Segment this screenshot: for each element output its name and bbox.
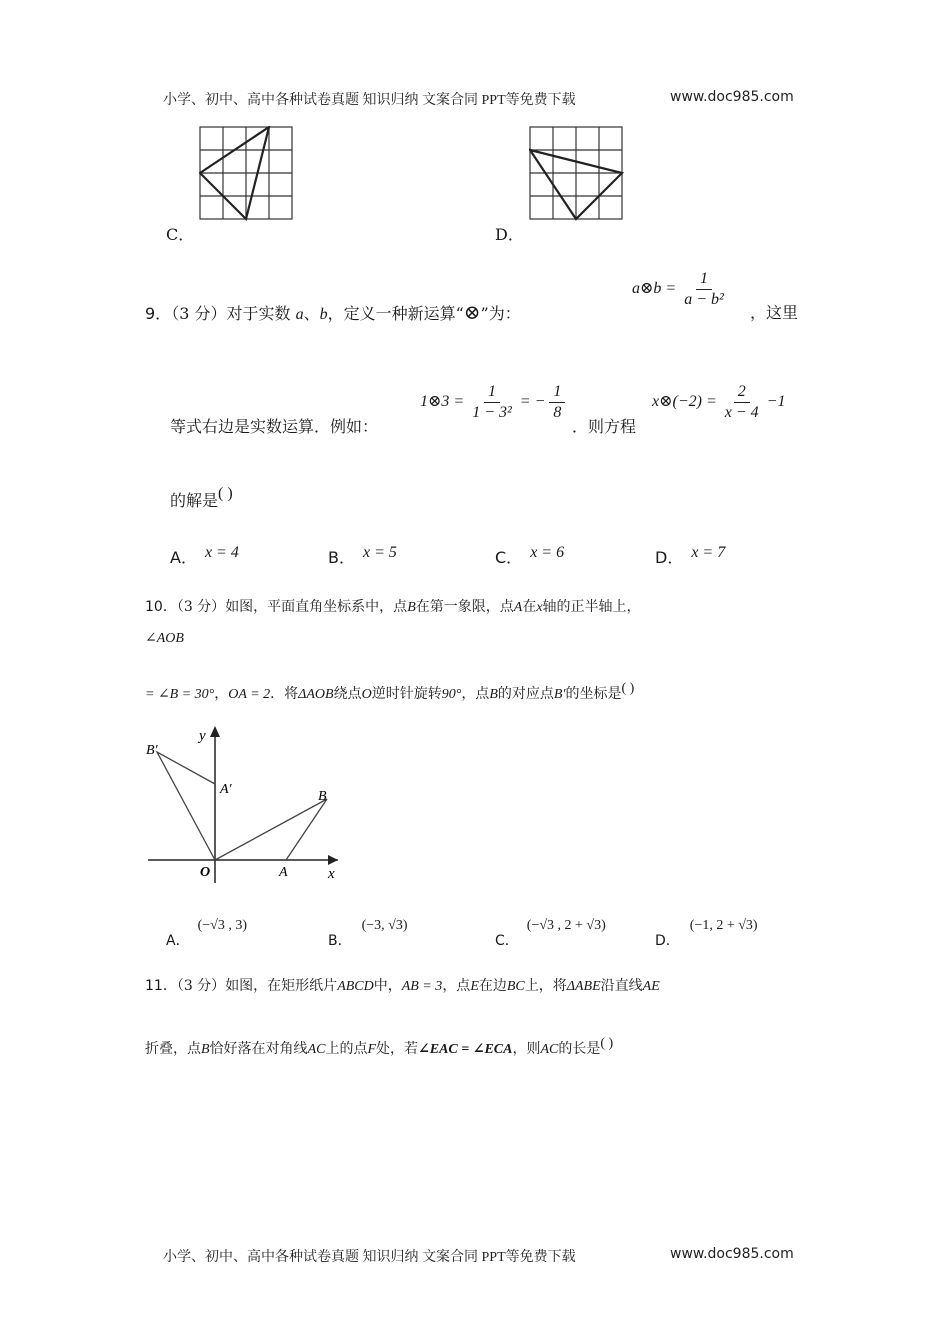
- q10-line1: [145, 596, 641, 616]
- q9-text4: ，这里: [750, 303, 799, 322]
- label-b-prime: B′: [146, 743, 158, 758]
- q9-sep: 、: [303, 304, 320, 323]
- q11-text2: 中，: [373, 978, 402, 994]
- q9-eq-den: x − 4: [724, 403, 759, 421]
- triangle-aob: [215, 799, 327, 860]
- q10-pt-o: O: [361, 687, 372, 702]
- q9-option-c-label: C．: [495, 548, 523, 567]
- footer-url-link[interactable]: www.doc985.com: [670, 1246, 794, 1262]
- q10-option-b[interactable]: [328, 918, 408, 950]
- label-a: A: [279, 865, 288, 880]
- option-c-label[interactable]: C．: [166, 225, 195, 244]
- q9-eq-tail: −1: [766, 392, 786, 410]
- q10-line3-h: 的坐标是: [565, 686, 622, 702]
- q9-line2-end: ．则方程: [572, 417, 637, 436]
- q10-line3-b: ，: [214, 686, 229, 702]
- q10-line3-a: = ∠B = 30°: [145, 687, 215, 702]
- q10-pt-b2: B: [489, 687, 498, 702]
- q10-line3: [145, 683, 634, 703]
- q9-line1: [145, 300, 521, 324]
- label-o: O: [200, 865, 211, 880]
- q9-text3: ”为：: [480, 304, 521, 323]
- q11-number: 11．: [145, 978, 177, 994]
- q10-text1: 如图，平面直角坐标系中，点: [225, 599, 408, 615]
- triangle-a-prime-o-b-prime: [157, 752, 215, 860]
- q11-bc: BC: [506, 979, 525, 994]
- q9-definition: [632, 270, 728, 308]
- q9-option-c-value: x = 6: [530, 544, 565, 561]
- q10-score: （3 分）: [176, 599, 226, 615]
- q9-option-d-value: x = 7: [691, 544, 726, 561]
- x-axis-arrow-icon: [328, 855, 338, 865]
- option-d-grid-figure: [529, 126, 624, 222]
- q9-def-num: 1: [696, 270, 712, 290]
- q9-line3-text: 的解是: [170, 491, 219, 510]
- q11-text5: 上，将: [524, 978, 567, 994]
- option-c-grid-figure: [199, 126, 294, 222]
- option-d-label[interactable]: D．: [495, 225, 524, 244]
- q11-pt-f: F: [367, 1042, 377, 1057]
- q11-pt-e: E: [470, 979, 479, 994]
- footer-left-text: 小学、初中、高中各种试卷真题 知识归纳 文案合同 PPT等免费下载: [163, 1250, 576, 1265]
- q9-text1: 对于实数: [226, 304, 291, 323]
- q11-line2-d: 处，若: [376, 1041, 419, 1057]
- q9-equation: [652, 383, 785, 421]
- q9-option-d[interactable]: [655, 545, 725, 568]
- q10-option-a-label: A．: [166, 933, 190, 949]
- q9-op-symbol: ⊗: [463, 300, 481, 324]
- q10-angle-aob: ∠AOB: [145, 631, 184, 646]
- q10-axis-x: x: [536, 600, 543, 615]
- q10-line3-e: 逆时针旋转: [371, 686, 442, 702]
- q9-eq-num: 2: [734, 383, 750, 403]
- label-y: y: [199, 728, 206, 744]
- q9-option-a[interactable]: [170, 545, 239, 568]
- q11-text6: 沿直线: [600, 978, 643, 994]
- q9-line3: [170, 485, 233, 511]
- q9-option-b[interactable]: [328, 545, 397, 568]
- label-x: x: [328, 866, 335, 882]
- q9-option-b-label: B．: [328, 548, 355, 567]
- q9-option-c[interactable]: [495, 545, 564, 568]
- q10-option-a[interactable]: [166, 918, 247, 950]
- q11-line2-f: 的长是: [558, 1041, 601, 1057]
- q10-option-b-value: (−3, √3): [361, 918, 408, 933]
- q11-text4: 在边: [478, 978, 507, 994]
- q10-line3-d: 绕点: [333, 686, 362, 702]
- q10-pt-b: B: [407, 600, 416, 615]
- q11-ae: AE: [642, 979, 660, 994]
- q10-text4: 轴的正半轴上，: [542, 599, 641, 615]
- q11-rect: ABCD: [337, 979, 374, 994]
- q10-option-c-label: C．: [495, 933, 519, 949]
- q9-ex-num2: 1: [549, 383, 565, 403]
- q10-pt-a: A: [513, 600, 523, 615]
- label-a-prime: A′: [220, 782, 232, 797]
- q10-answer-blank[interactable]: ( ): [621, 681, 635, 696]
- q10-pt-bp: B′: [553, 687, 566, 702]
- q9-def-den: a − b²: [684, 290, 724, 308]
- q9-option-a-label: A．: [170, 548, 197, 567]
- q10-text2: 在第一象限，点: [415, 599, 514, 615]
- q11-line2-a: 折叠，点: [145, 1041, 201, 1057]
- q10-oa: OA = 2: [228, 687, 271, 702]
- q9-ex-mid: = −: [519, 392, 546, 410]
- q11-line2-c: 上的点: [325, 1041, 368, 1057]
- q10-option-d[interactable]: [655, 918, 758, 950]
- q9-ex-den2: 8: [553, 403, 562, 421]
- q9-option-d-label: D．: [655, 548, 684, 567]
- q11-ac2: AC: [540, 1042, 559, 1057]
- q9-number: 9．: [145, 304, 172, 323]
- q10-tri: ΔAOB: [298, 687, 334, 702]
- q9-answer-blank[interactable]: ( ): [218, 485, 233, 502]
- q10-number: 10．: [145, 599, 177, 615]
- q11-line1: [145, 975, 660, 995]
- q9-var-a: a: [295, 306, 304, 323]
- q11-score: （3 分）: [176, 978, 226, 994]
- q9-eq-lhs: x⊗(−2) =: [652, 392, 717, 410]
- label-b: B: [318, 789, 327, 804]
- q11-pt-b: B: [201, 1042, 210, 1057]
- q10-line3-c: ．将: [270, 686, 299, 702]
- q9-option-b-value: x = 5: [362, 544, 397, 561]
- q11-tri: ΔABE: [566, 979, 601, 994]
- y-axis-arrow-icon: [210, 726, 220, 737]
- q9-score: （3 分）: [171, 304, 227, 323]
- q10-option-d-value: (−1, 2 + √3): [689, 918, 758, 933]
- q11-line2-e: ，则: [512, 1041, 541, 1057]
- header-left-text: 小学、初中、高中各种试卷真题 知识归纳 文案合同 PPT等免费下载: [163, 93, 576, 108]
- q10-coordinate-figure: [140, 718, 360, 888]
- header-url-link[interactable]: www.doc985.com: [670, 89, 794, 105]
- q10-deg: 90°: [441, 687, 462, 702]
- q10-option-b-label: B．: [328, 933, 352, 949]
- q10-option-d-label: D．: [655, 933, 680, 949]
- q11-text3: ，点: [442, 978, 471, 994]
- q9-def-lhs: a⊗b =: [632, 279, 677, 297]
- q10-text3: 在: [522, 599, 537, 615]
- q11-ab: AB = 3: [401, 979, 443, 994]
- q10-option-a-value: (−√3 , 3): [197, 918, 247, 933]
- q11-answer-blank[interactable]: ( ): [600, 1036, 614, 1051]
- q9-ex-num: 1: [484, 383, 500, 403]
- q9-ex-lhs: 1⊗3 =: [420, 392, 465, 410]
- q9-example: [420, 383, 565, 421]
- q11-text1: 如图，在矩形纸片: [225, 978, 338, 994]
- q10-line3-g: 的对应点: [497, 686, 554, 702]
- q9-option-a-value: x = 4: [204, 544, 239, 561]
- q11-angle-eq: ∠EAC = ∠ECA: [418, 1042, 513, 1057]
- q9-var-b: b: [319, 306, 328, 323]
- q11-line2-b: 恰好落在对角线: [209, 1041, 308, 1057]
- q9-text2: ，定义一种新运算“: [327, 304, 464, 323]
- q10-line3-f: ，点: [461, 686, 490, 702]
- q10-option-c-value: (−√3 , 2 + √3): [526, 918, 606, 933]
- q10-option-c[interactable]: [495, 918, 606, 950]
- q9-line2-text: 等式右边是实数运算．例如：: [170, 417, 379, 436]
- q11-ac: AC: [307, 1042, 326, 1057]
- q11-line2: [145, 1038, 613, 1058]
- q9-ex-den: 1 − 3²: [472, 403, 512, 421]
